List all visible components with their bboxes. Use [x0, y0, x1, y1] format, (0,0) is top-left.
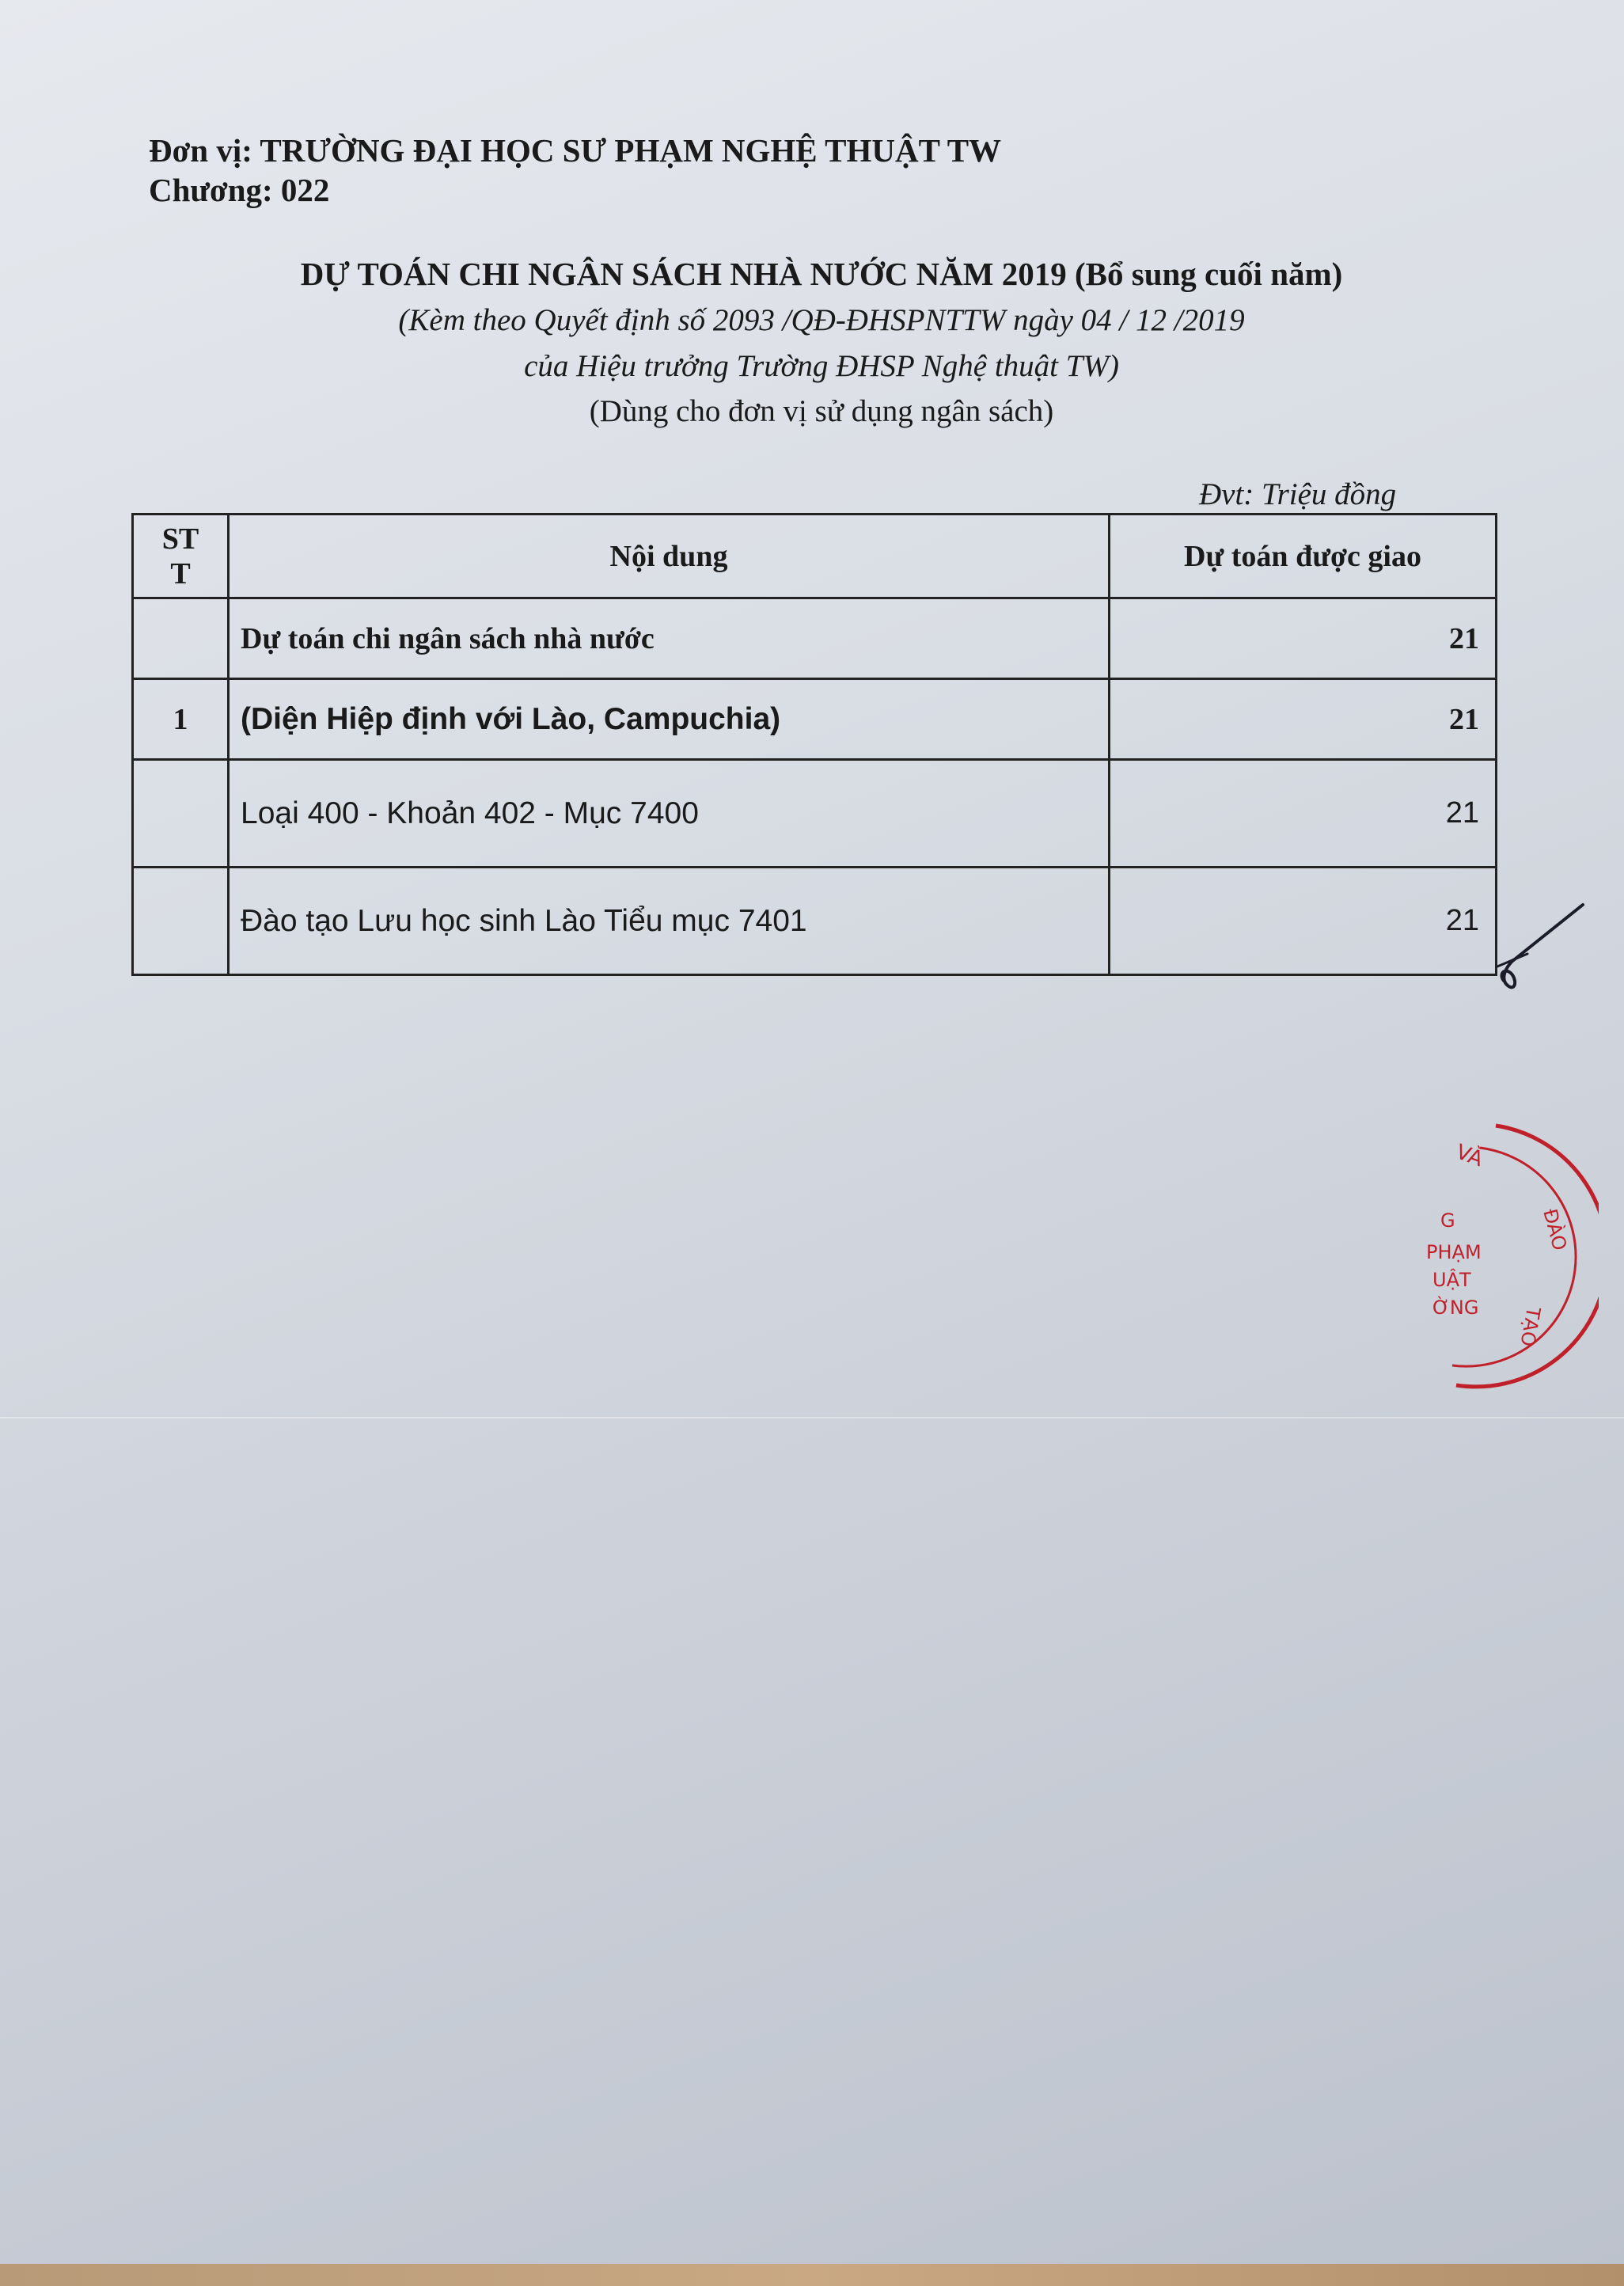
row-amount: 21: [1110, 868, 1497, 975]
paper-fold-line: [0, 1417, 1624, 1418]
header-stt-line1: ST: [161, 522, 199, 556]
row-content: Dự toán chi ngân sách nhà nước: [229, 598, 1110, 679]
header-stt-line2: T: [170, 556, 191, 590]
red-seal-stamp: [1409, 1116, 1599, 1401]
svg-text:PHẠM: PHẠM: [1426, 1241, 1482, 1263]
svg-text:G: G: [1440, 1209, 1455, 1232]
decision-reference: (Kèm theo Quyết định số 2093 /QĐ-ĐHSPNTTW ngày 04 / 12 /2019: [398, 303, 1245, 337]
table-row: [133, 598, 1497, 679]
table-row: [133, 868, 1497, 975]
row-content: Đào tạo Lưu học sinh Lào Tiểu mục 7401: [229, 868, 1110, 975]
header-amount: Dự toán được giao: [1110, 515, 1497, 598]
svg-text:ĐÀO: ĐÀO: [1539, 1206, 1571, 1253]
table-header-row: [133, 515, 1497, 598]
document-title: DỰ TOÁN CHI NGÂN SÁCH NHÀ NƯỚC NĂM 2019 (Bổ sung cuối năm): [300, 256, 1343, 292]
table-row: [133, 760, 1497, 868]
unit-name: Đơn vị: TRƯỜNG ĐẠI HỌC SƯ PHẠM NGHỆ THUẬT TW: [149, 132, 1002, 169]
svg-text:VÀ: VÀ: [1452, 1140, 1486, 1172]
issuer-line: của Hiệu trưởng Trường ĐHSP Nghệ thuật TW): [524, 349, 1119, 383]
usage-note: (Dùng cho đơn vị sử dụng ngân sách): [589, 394, 1054, 428]
row-content: (Diện Hiệp định với Lào, Campuchia): [229, 679, 1110, 760]
header-content: Nội dung: [229, 515, 1110, 598]
row-content: Loại 400 - Khoản 402 - Mục 7400: [229, 760, 1110, 868]
svg-text:UẬT: UẬT: [1432, 1269, 1471, 1291]
svg-text:ỜNG: ỜNG: [1432, 1297, 1479, 1319]
desk-surface: [0, 2264, 1624, 2286]
unit-of-measure: Đvt: Triệu đồng: [1199, 477, 1397, 511]
table-row: [133, 679, 1497, 760]
row-amount: 21: [1110, 760, 1497, 868]
row-amount: 21: [1110, 598, 1497, 679]
row-amount: 21: [1110, 679, 1497, 760]
row-stt: [133, 598, 229, 679]
row-stt: [133, 760, 229, 868]
initials-signature: [1480, 898, 1591, 993]
svg-text:TẠO: TẠO: [1516, 1304, 1545, 1349]
budget-table: [131, 513, 1497, 976]
row-stt: [133, 868, 229, 975]
row-stt: 1: [133, 679, 229, 760]
chapter-code: Chương: 022: [149, 172, 330, 208]
header-stt: [133, 515, 229, 598]
